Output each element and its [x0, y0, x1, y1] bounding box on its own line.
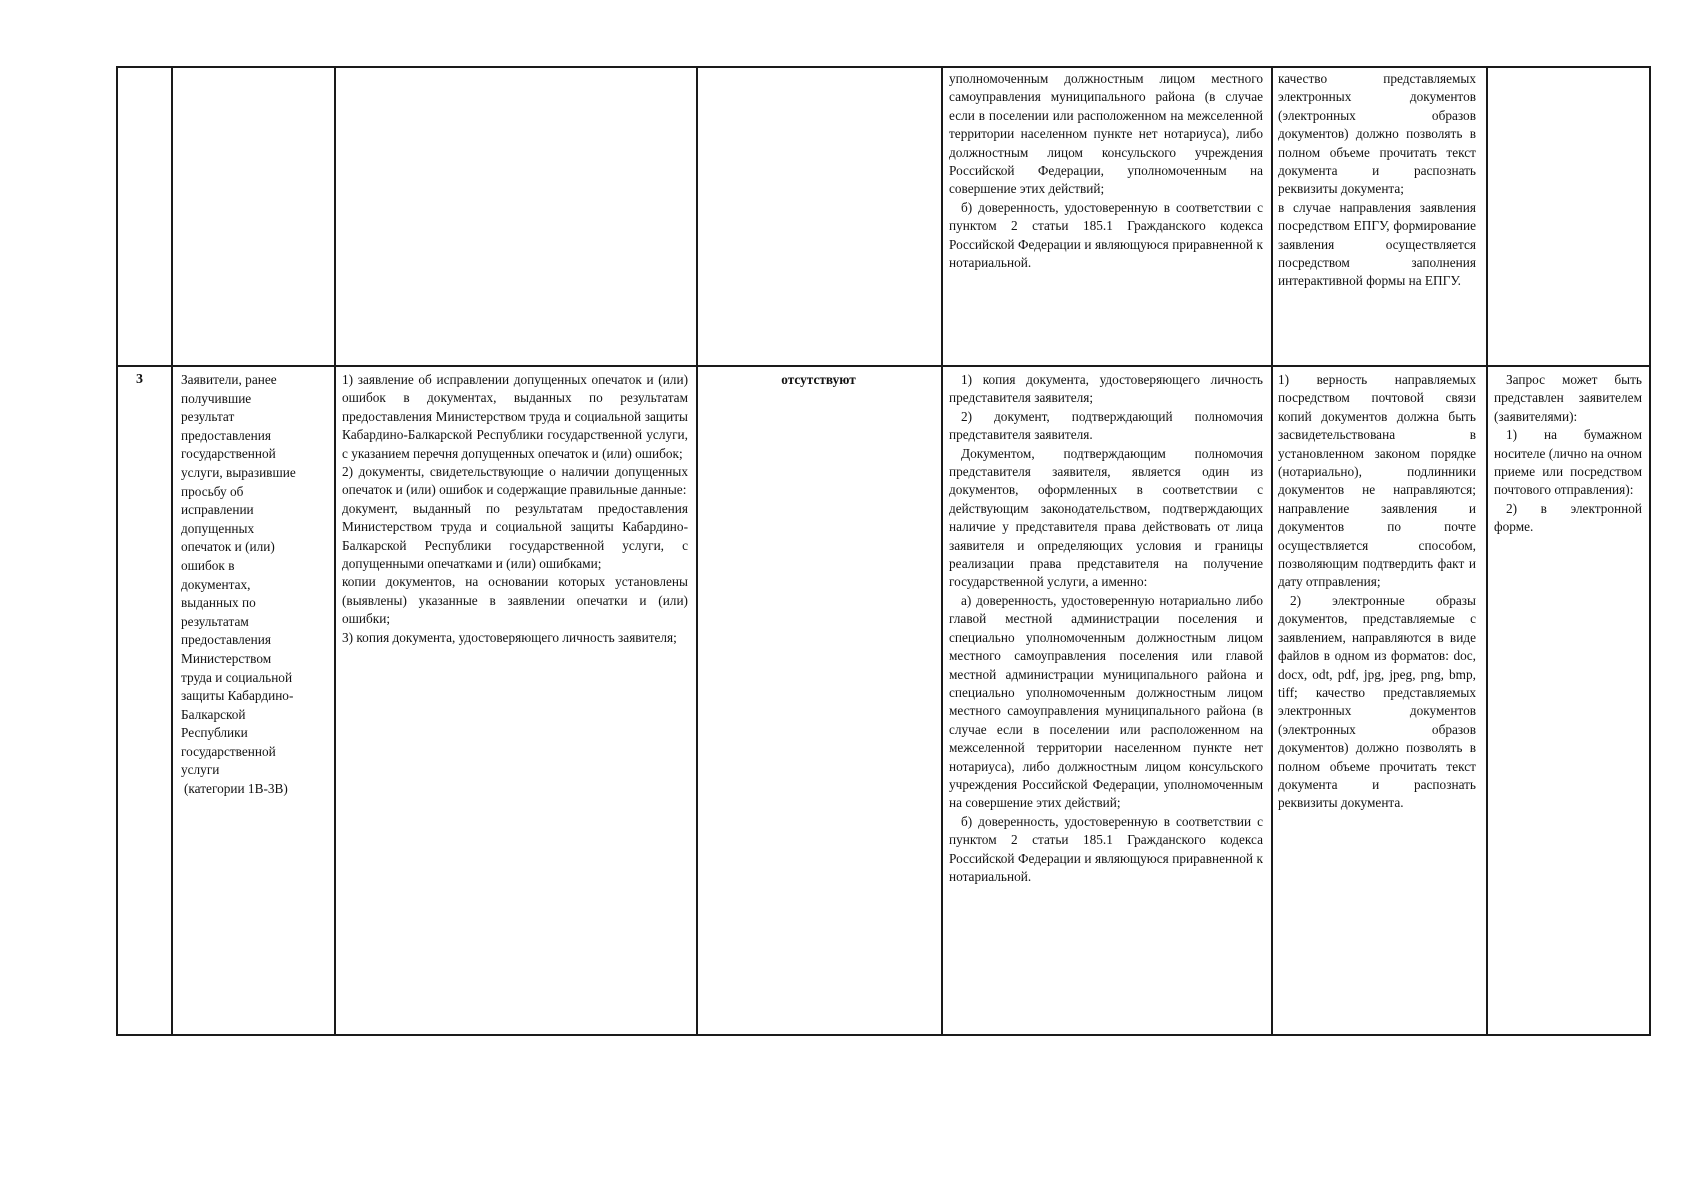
- applicants-cell: [181, 371, 326, 799]
- col6-epgu-text: в случае направления заявления посредством ЕПГУ, формирование заявления осуществляется посредством заполнения интерактивной формы на ЕПГУ.: [1278, 199, 1476, 289]
- applicants-text: Заявители, ранее получившие результат предоставления государственной услуги, выразившие просьбу об исправлении допущенных опечаток и (или) ошибок в документах, выданных по результатам предоставления Министерством труда и социальной защиты Кабардино-Балкарской Республики государственной услуги: [181, 372, 296, 778]
- table: [116, 66, 1650, 1036]
- col-border-1: [171, 66, 173, 1036]
- requirements-cell: [1278, 371, 1476, 813]
- rep-item-2: 2) документ, подтверждающий полномочия представителя заявителя.: [949, 408, 1263, 443]
- col-border-4: [941, 66, 943, 1036]
- col4-cell: отсутствуют: [781, 372, 856, 387]
- submission-method-cell: [1494, 371, 1642, 537]
- table-top-border: [116, 66, 1650, 68]
- doc-item-2b: копии документов, на основании которых установлены (выявлены) указанные в заявлении опечатки и (или) ошибки;: [342, 574, 688, 627]
- col-border-0: [116, 66, 118, 1036]
- submission-text: Запрос может быть представлен заявителем (заявителями):: [1494, 372, 1642, 424]
- representative-docs-cell: [949, 371, 1263, 886]
- col-border-7: [1649, 66, 1651, 1036]
- doc-item-2a: документ, выданный по результатам предоставления Министерством труда и социальной защиты Кабардино-Балкарской Республики государственной услуги, с допущенными опечатками и (или) ошибками;: [342, 500, 688, 572]
- col-border-3: [696, 66, 698, 1036]
- table-bottom-border: [116, 1034, 1650, 1036]
- row-number: 3: [136, 372, 143, 387]
- submission-item-2: 2) в электронной форме.: [1494, 500, 1642, 535]
- col-border-6: [1486, 66, 1488, 1036]
- row-divider: [116, 365, 1650, 367]
- documents-cell: [342, 371, 688, 647]
- doc-item-2: 2) документы, свидетельствующие о наличии допущенных опечаток и (или) ошибок и содержащие правильные данные:: [342, 464, 688, 498]
- top-row-col5: [949, 70, 1263, 272]
- doc-item-3: 3) копия документа, удостоверяющего личность заявителя;: [342, 629, 677, 645]
- rep-item-a: а) доверенность, удостоверенную нотариально либо главой местной администрации поселения и специально уполномоченным должностным лицом местного самоуправления поселения или главой местной администрации муниципального района и специально уполномоченным должностным лицом местного самоуправления муниципального района (в случае если в поселении или расположенном на межселенной территории населенном пункте нет нотариуса), либо должностным лицом консульского учреждения Российской Федерации, уполномоченным на совершение этих действий;: [949, 592, 1263, 811]
- req-item-2: 2) электронные образы документов, представляемые с заявлением, направляются в виде файлов в одном из форматов: doc, docx, odt, pdf, jpg, jpeg, png, bmp, tiff; качество представляемых электронных документов (электронных образов документов) должно позволять в полном объеме прочитать текст документа и распознать реквизиты документа.: [1278, 592, 1476, 811]
- rep-item-1: 1) копия документа, удостоверяющего личность представителя заявителя;: [949, 372, 1263, 406]
- doc-item-1: 1) заявление об исправлении допущенных опечаток и (или) ошибок в документах, выданных по результатам предоставления Министерством труда и социальной защиты Кабардино-Балкарской Республики государственной услуги, с указанием перечня допущенных опечаток и (или) ошибок;: [342, 372, 688, 461]
- rep-paragraph: Документом, подтверждающим полномочия представителя заявителя, является один из документов, оформленных в соответствии с действующим законодательством, подтверждающих наличие у представителя права действовать от лица заявителя и определяющих условия и границы реализации права представителя на получение государственной услуги, а именно:: [949, 445, 1263, 590]
- col5-continuation-text: уполномоченным должностным лицом местного самоуправления муниципального района (в случае если в поселении или расположенном на межселенной территории населенном пункте нет нотариуса), либо должностным лицом консульского учреждения Российской Федерации, уполномоченным на совершение этих действий;: [949, 71, 1263, 197]
- req-item-1: 1) верность направляемых посредством почтовой связи копий документов должна быть засвидетельствована в установленном законом порядке (нотариально), подлинники документов не направляются; направление заявления и документов по почте осуществляется способом, позволяющим подтвердить факт и дату отправления;: [1278, 372, 1476, 590]
- submission-item-1: 1) на бумажном носителе (лично на очном приеме или посредством почтового отправления):: [1494, 427, 1642, 498]
- top-row-col6: [1278, 70, 1476, 291]
- applicants-category: (категории 1В-3В): [184, 781, 288, 797]
- col5-item-b: б) доверенность, удостоверенную в соответствии с пунктом 2 статьи 185.1 Гражданского кодекса Российской Федерации и являющуюся приравненной к нотариальной.: [949, 199, 1263, 271]
- col6-continuation-text: качество представляемых электронных документов (электронных образов документов) должно позволять в полном объеме прочитать текст документа и распознать реквизиты документа;: [1278, 71, 1476, 197]
- col-border-2: [334, 66, 336, 1036]
- rep-item-b: б) доверенность, удостоверенную в соответствии с пунктом 2 статьи 185.1 Гражданского кодекса Российской Федерации и являющуюся приравненной к нотариальной.: [949, 813, 1263, 884]
- col-border-5: [1271, 66, 1273, 1036]
